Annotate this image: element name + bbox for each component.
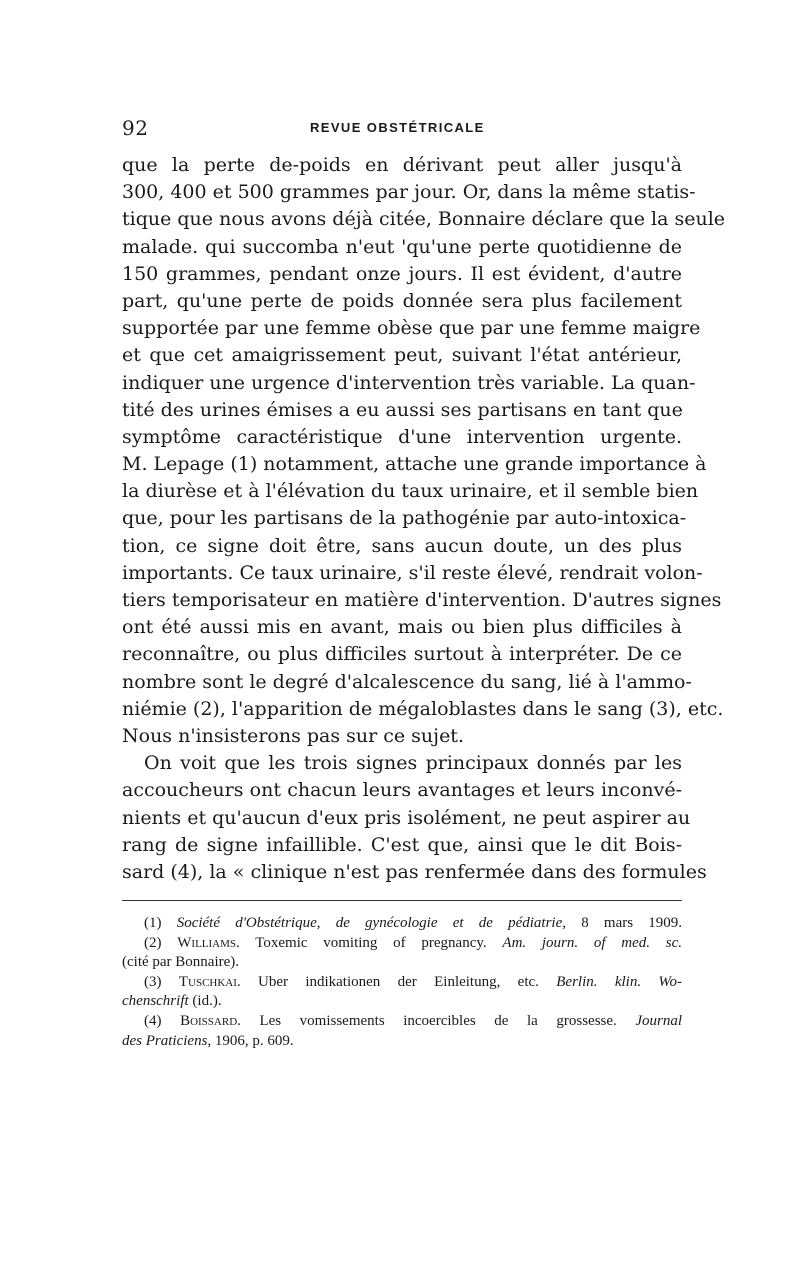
footnote-author: Williams. (177, 934, 240, 951)
text-line: supportée par une femme obèse que par une femme maigre (122, 317, 701, 340)
footnote-marker: (3) (144, 973, 162, 990)
text-line: M. Lepage (1) notamment, attache une grande importance à (122, 453, 707, 476)
footnote-2-continuation: (cité par Bonnaire). (122, 954, 240, 971)
footnote-3 (122, 973, 682, 993)
text-line: indiquer une urgence d'intervention très variable. La quan- (122, 371, 696, 394)
paragraph-start-line: On voit que les trois signes principaux donnés par les (144, 752, 682, 775)
footnote-journal: chenschrift (122, 993, 189, 1010)
journal-title: REVUE OBSTÉTRICALE (310, 120, 485, 135)
footnote-4 (122, 1012, 682, 1032)
footnote-author: Boissard. (180, 1012, 241, 1029)
text-line: tité des urines émises a eu aussi ses partisans en tant que (122, 398, 683, 421)
text-line: que, pour les partisans de la pathogénie par auto-intoxica- (122, 507, 687, 530)
text-line: et que cet amaigrissement peut, suivant l'état antérieur, (122, 344, 682, 367)
text-line: nients et qu'aucun d'eux pris isolément, ne peut aspirer au (122, 806, 691, 829)
footnote-text: Les vomissements incoercibles de la grossesse. (259, 1012, 617, 1029)
footnote-text: Toxemic vomiting of pregnancy. (255, 934, 487, 951)
text-line: que la perte de-poids en dérivant peut aller jusqu'à (122, 154, 682, 176)
footnote-journal: Berlin. klin. Wo- (556, 973, 683, 990)
footnote-journal: Am. journ. of med. sc. (502, 934, 683, 951)
footnote-divider (122, 900, 682, 901)
footnote-ref: 1906, p. 609. (214, 1032, 294, 1049)
paragraph-end-line: Nous n'insisterons pas sur ce sujet. (122, 724, 464, 747)
footnote-text: Uber indikationen der Einleitung, etc. (258, 973, 539, 990)
text-line: tion, ce signe doit être, sans aucun doute, un des plus (122, 534, 682, 557)
footnote-marker: (4) (144, 1012, 162, 1029)
footnote-ref: (id.). (192, 993, 222, 1010)
footnote-3-continuation (122, 992, 682, 1012)
text-line: rang de signe infaillible. C'est que, ainsi que le dit Bois- (122, 833, 682, 856)
footnote-date: 8 mars 1909. (581, 915, 683, 931)
text-line: ont été aussi mis en avant, mais ou bien plus difficiles à (122, 616, 682, 639)
footnote-journal: Journal (635, 1012, 683, 1029)
text-line: nombre sont le degré d'alcalescence du sang, lié à l'ammo- (122, 670, 692, 693)
text-line: part, qu'une perte de poids donnée sera plus facilement (122, 289, 682, 312)
footnote-title: Société d'Obstétrique, de gynécologie et de pédiatrie, (176, 915, 566, 931)
page-number: 92 (122, 116, 149, 140)
footnote-journal: des Praticiens, (122, 1032, 212, 1049)
footnotes (122, 914, 682, 1051)
footnote-2 (122, 934, 682, 954)
text-line: malade. qui succomba n'eut 'qu'une perte quotidienne de (122, 235, 682, 258)
main-text (122, 152, 726, 886)
text-line: reconnaître, ou plus difficiles surtout à interpréter. De ce (122, 643, 682, 666)
footnote-marker: (2) (144, 934, 162, 951)
footnote-4-continuation (122, 1032, 682, 1052)
footnote-1 (122, 914, 682, 934)
text-line: la diurèse et à l'élévation du taux urinaire, et il semble bien (122, 480, 699, 503)
footnote-marker: (1) (144, 915, 162, 931)
text-line: 300, 400 et 500 grammes par jour. Or, dans la même statis- (122, 181, 696, 204)
text-line: symptôme caractéristique d'une intervention urgente. (122, 425, 682, 448)
text-line: 150 grammes, pendant onze jours. Il est évident, d'autre (122, 262, 682, 285)
running-head (122, 116, 682, 140)
text-line: tiers temporisateur en matière d'intervention. D'autres signes (122, 589, 722, 611)
text-line: sard (4), la « clinique n'est pas renfermée dans des formules (122, 860, 707, 883)
text-line: tique que nous avons déjà citée, Bonnaire déclare que la seule (122, 208, 726, 231)
text-line: accoucheurs ont chacun leurs avantages et leurs inconvé- (122, 779, 682, 802)
footnote-author: Tuschkai. (178, 973, 241, 990)
text-line: niémie (2), l'apparition de mégaloblastes dans le sang (3), etc. (122, 697, 724, 720)
text-line: importants. Ce taux urinaire, s'il reste élevé, rendrait volon- (122, 561, 703, 584)
